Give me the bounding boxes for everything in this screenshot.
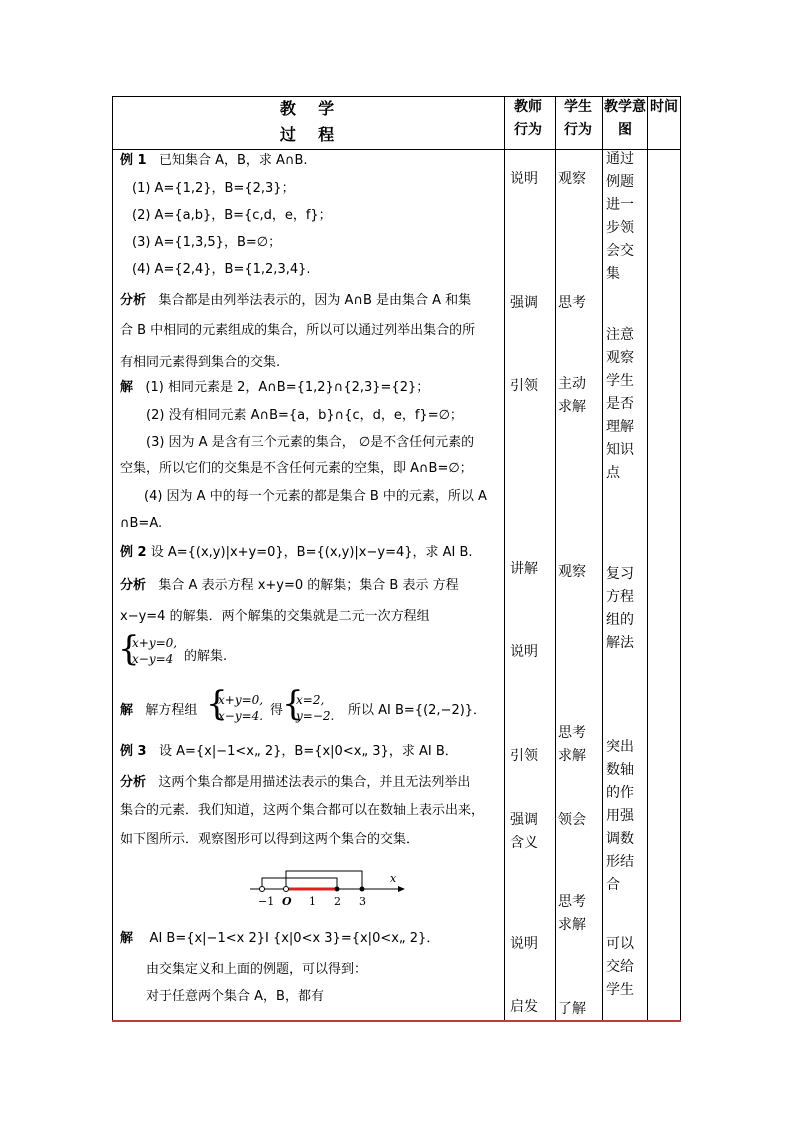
example-1-item: (1) A={1,2}，B={2,3}；: [132, 181, 295, 196]
number-line-figure: [250, 866, 410, 910]
solution-line: 空集，所以它们的交集是不含任何元素的空集，即 A∩B=∅；: [120, 461, 473, 476]
tick-label: −1: [258, 895, 275, 908]
teaching-intent: 可以交给学生: [606, 936, 634, 998]
analysis-line: 合 B 中相同的元素组成的集合，所以可以通过列举出集合的所: [120, 323, 476, 338]
closed-endpoint: [335, 887, 340, 892]
teacher-action: 引领: [510, 748, 538, 764]
table-border-left: [112, 96, 113, 1022]
conclusion-line: 由交集定义和上面的例题，可以得到：: [146, 962, 368, 977]
teacher-action: 说明: [510, 171, 538, 187]
teaching-intent: 通过例题进一步领会交集: [606, 151, 634, 282]
column-divider: [647, 96, 648, 1022]
example-3-solution: 解 AI B={x|−1<x 2}I {x|0<x 3}={x|0<x„ 2}．: [120, 931, 440, 946]
teacher-action: 强调含义: [510, 812, 538, 851]
example-1-item: (3) A={1,3,5}，B=∅；: [132, 235, 282, 250]
system-brace: {: [118, 629, 140, 669]
system-suffix: 的解集.: [184, 649, 228, 664]
teaching-intent: 注意观察学生是否理解知识点: [606, 327, 634, 481]
example-1-analysis: 分析 集合都是由列举法表示的，因为 A∩B 是由集合 A 和集: [120, 293, 472, 308]
example-1-item: (4) A={2,4}，B={1,2,3,4}.: [132, 262, 311, 277]
system-brace: {: [282, 684, 304, 724]
teaching-intent: 复习方程组的解法: [606, 566, 634, 651]
student-action: 思考求解: [558, 725, 586, 764]
example-2-solution: 解 解方程组: [120, 703, 198, 718]
example-2-stem: 例 2 设 A={(x,y)|x+y=0}，B={(x,y)|x−y=4}，求 AI B.: [120, 545, 473, 560]
tick-label: 1: [309, 895, 316, 908]
example-1-stem: 例 1 已知集合 A，B，求 A∩B.: [120, 153, 308, 168]
table-border-right: [680, 96, 681, 1022]
student-action: 观察: [558, 171, 586, 187]
student-action: 思考: [558, 295, 586, 311]
example-1-solution: 解 (1) 相同元素是 2，A∩B={1,2}∩{2,3}={2}；: [120, 380, 430, 395]
student-action: 观察: [558, 564, 586, 580]
lesson-table: [112, 96, 681, 1022]
open-endpoint: [284, 887, 289, 892]
analysis-line: 集合的元素．我们知道，这两个集合都可以在数轴上表示出来，: [120, 803, 485, 818]
column-divider: [504, 96, 505, 1022]
tick-label: 2: [334, 895, 341, 908]
open-endpoint: [260, 887, 265, 892]
example-3-analysis: 分析 这两个集合都是用描述法表示的集合，并且无法列举出: [120, 775, 471, 790]
example-1-item: (2) A={a,b}，B={c,d，e，f}；: [132, 208, 332, 223]
equation-system: x=2, y=−2.: [296, 693, 335, 723]
header-intent: 教学意图: [604, 99, 646, 138]
header-student: 学生行为: [564, 99, 592, 138]
system-brace: {: [206, 684, 228, 724]
tick-label: 3: [359, 895, 366, 908]
teacher-action: 强调: [510, 295, 538, 311]
solution-line: (4) 因为 A 中的每一个元素的都是集合 B 中的元素，所以 A: [144, 489, 487, 504]
student-action: 思考求解: [558, 894, 586, 933]
column-divider: [602, 96, 603, 1022]
axis-label: x: [390, 872, 397, 885]
student-action: 领会: [558, 812, 586, 828]
teacher-action: 引领: [510, 378, 538, 394]
get-word: 得: [270, 703, 284, 718]
analysis-line: 有相同元素得到集合的交集.: [120, 355, 281, 370]
tick-label: O: [282, 895, 292, 908]
example-2-analysis: 分析 集合 A 表示方程 x+y=0 的解集；集合 B 表示 方程: [120, 578, 459, 593]
header-time: 时间: [650, 99, 678, 115]
analysis-line: 如下图所示．观察图形可以得到这两个集合的交集．: [120, 832, 420, 847]
conclusion-line: 对于任意两个集合 A，B，都有: [146, 989, 324, 1004]
teacher-action: 启发: [510, 999, 538, 1015]
teacher-action: 说明: [510, 936, 538, 952]
solution-line: (2) 没有相同元素 A∩B={a，b}∩{c，d，e，f}=∅；: [146, 408, 463, 423]
column-divider: [555, 96, 556, 1022]
header-teacher: 教师行为: [514, 99, 542, 138]
set-b-bracket: [286, 871, 362, 889]
equation-system: x+y=0, x−y=4.: [218, 693, 264, 723]
solution-line: ∩B=A.: [120, 516, 163, 531]
analysis-line: x−y=4 的解集．两个解集的交集就是二元一次方程组: [120, 609, 430, 624]
equation-system: x+y=0, x−y=4: [132, 636, 178, 666]
solution-line: (3) 因为 A 是含有三个元素的集合， ∅是不含任何元素的: [146, 435, 475, 450]
student-action: 了解: [558, 1001, 586, 1017]
set-a-bracket: [262, 878, 337, 889]
axis-arrow: [398, 886, 405, 892]
student-action: 主动求解: [558, 376, 586, 415]
header-divider: [112, 149, 681, 150]
example-3-stem: 例 3 设 A={x|−1<x„ 2}，B={x|0<x„ 3}，求 AI B．: [120, 744, 458, 759]
teacher-action: 讲解: [510, 561, 538, 577]
closed-endpoint: [360, 887, 365, 892]
teaching-intent: 突出数轴的作用强调数形结合: [606, 739, 634, 893]
teacher-action: 说明: [510, 644, 538, 660]
header-process: 教 学 过 程: [279, 99, 335, 144]
table-bottom-rule: [112, 1020, 681, 1022]
solution-result: 所以 AI B={(2,−2)}．: [348, 703, 487, 718]
